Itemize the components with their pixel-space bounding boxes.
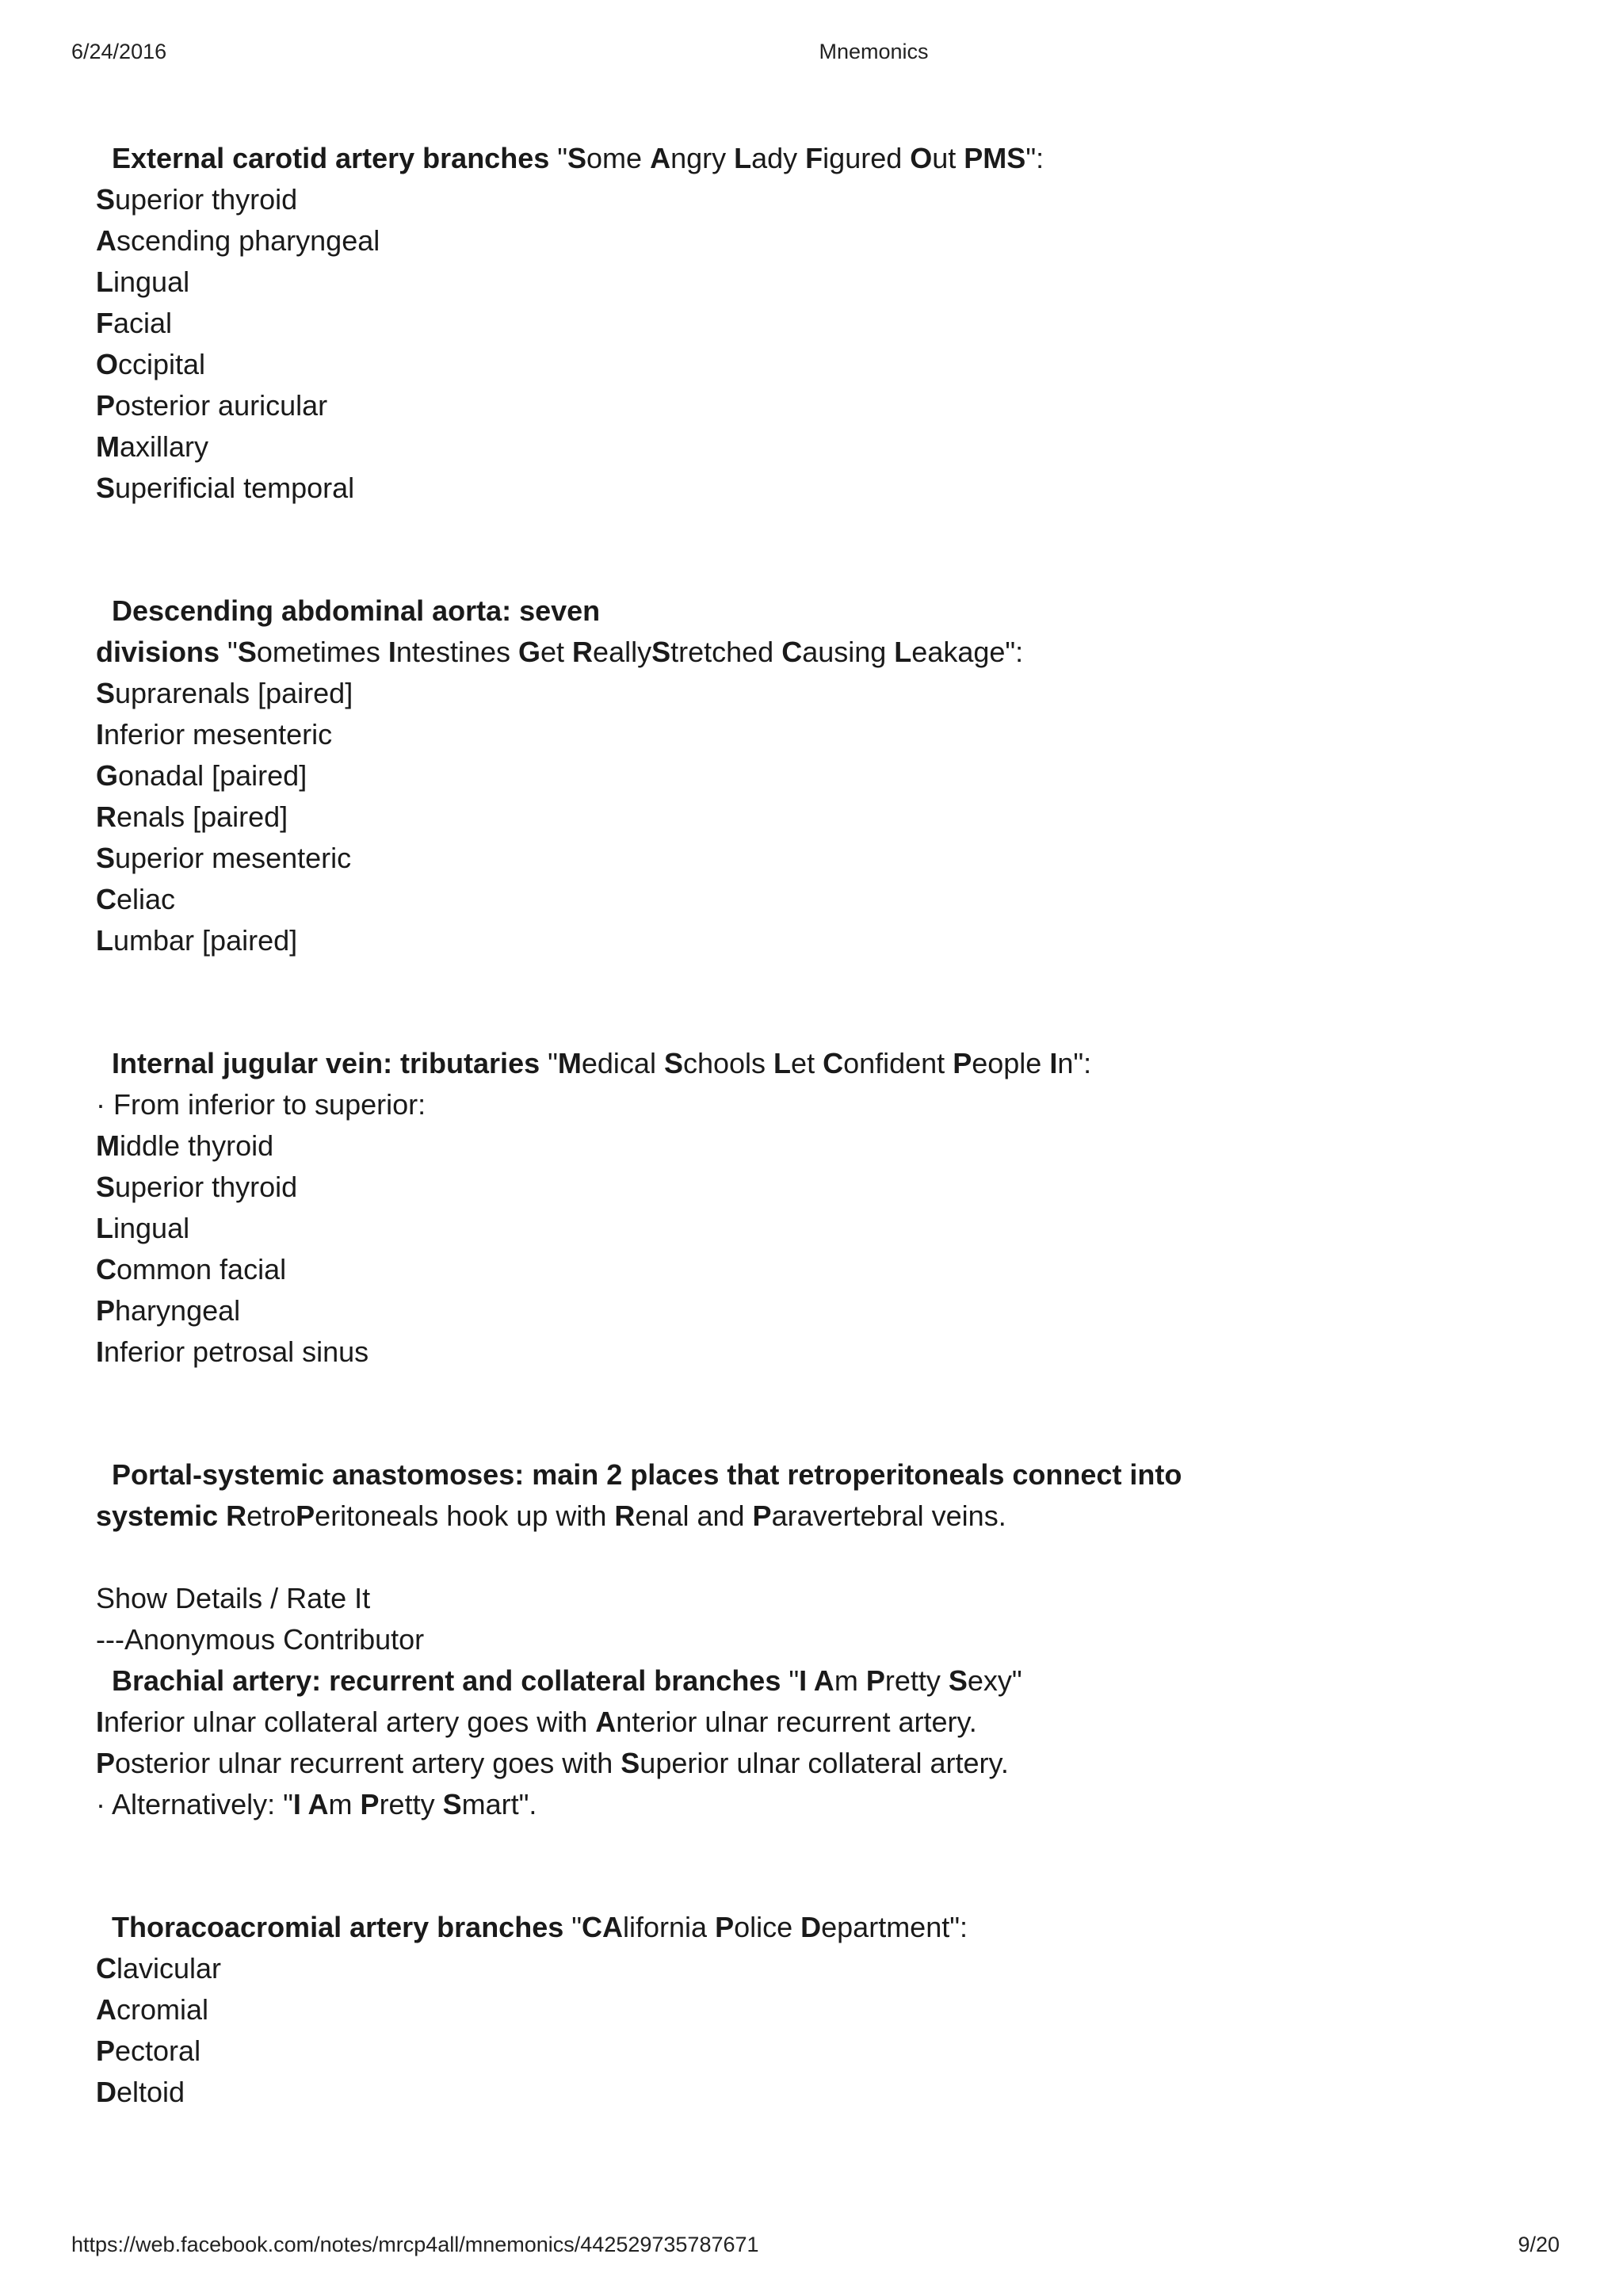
bold-segment: P (96, 389, 116, 422)
text-segment: chools (682, 1047, 774, 1079)
bold-segment: F (805, 142, 823, 174)
bold-segment: L (96, 924, 113, 957)
text-line (96, 182, 297, 217)
bold-segment: Portal-systemic anastomoses: main 2 places that retroperitoneals connect into (112, 1458, 1182, 1491)
text-segment: cromial (116, 1993, 209, 2026)
text-segment: et (540, 636, 573, 668)
text-line (96, 717, 332, 752)
bold-segment: C (781, 636, 803, 668)
text-segment: Show Details / Rate It (96, 1582, 371, 1614)
text-segment: osterior auricular (115, 389, 328, 422)
text-line (96, 471, 354, 506)
bold-segment: A (650, 142, 671, 174)
bold-segment: O (96, 348, 119, 380)
bold-segment: R (614, 1499, 636, 1532)
text-line (96, 923, 297, 958)
text-line (96, 800, 288, 835)
text-segment: ometimes (256, 636, 388, 668)
text-segment: ": (1025, 142, 1044, 174)
text-segment: onfident (843, 1047, 953, 1079)
text-line (96, 388, 327, 423)
text-line (96, 1581, 370, 1616)
bold-segment: systemic (96, 1499, 227, 1532)
bold-segment: S (96, 1171, 116, 1203)
bold-segment: A (595, 1706, 617, 1738)
bold-segment: R (96, 800, 116, 833)
bold-segment: External carotid artery branches (112, 142, 550, 174)
bold-segment: I A (292, 1788, 329, 1820)
text-segment: ome (586, 142, 651, 174)
text-line (96, 1992, 208, 2027)
bold-segment: M (96, 1129, 120, 1162)
text-segment: etro (246, 1499, 296, 1532)
bold-segment: I (96, 718, 105, 751)
bold-segment: A (96, 224, 116, 257)
text-line (96, 1129, 273, 1163)
text-segment: eakage": (911, 636, 1024, 668)
text-segment: ingual (113, 1212, 190, 1244)
text-segment: eople (972, 1047, 1050, 1079)
text-segment: nferior ulnar collateral artery goes with (104, 1706, 596, 1738)
text-segment: " (549, 142, 568, 174)
text-line (96, 1252, 286, 1287)
bold-segment: S (96, 183, 116, 216)
text-line (96, 1211, 189, 1246)
text-line (96, 1087, 426, 1122)
text-segment: eliac (116, 883, 176, 915)
bold-segment: L (96, 1212, 113, 1244)
mnemonic-heading-line (112, 594, 600, 628)
text-segment: iddle thyroid (120, 1129, 274, 1162)
text-segment: olice (734, 1911, 801, 1943)
bold-segment: P (96, 2034, 116, 2067)
mnemonic-heading-line (112, 1910, 968, 1945)
text-segment: mart". (461, 1788, 537, 1820)
page-number: 9/20 (1518, 2233, 1560, 2256)
text-segment: " (540, 1047, 558, 1079)
text-segment: uperior mesenteric (115, 842, 352, 874)
bold-segment: S (96, 842, 116, 874)
bold-segment: S (567, 142, 587, 174)
text-line (96, 2075, 185, 2110)
text-segment: · From inferior to superior: (96, 1088, 426, 1121)
text-segment: eally (593, 636, 652, 668)
text-segment: nferior mesenteric (104, 718, 333, 751)
bold-segment: I (96, 1335, 105, 1368)
text-line (96, 1951, 221, 1986)
bold-segment: PMS (964, 142, 1026, 174)
text-segment: acial (113, 307, 173, 339)
header-date: 6/24/2016 (71, 40, 167, 63)
text-segment: " (563, 1911, 582, 1943)
text-segment: onadal [paired] (118, 759, 307, 792)
text-segment: ---Anonymous Contributor (96, 1623, 425, 1656)
text-line (96, 1335, 369, 1370)
bold-segment: S (237, 636, 257, 668)
mnemonic-heading-line (112, 1664, 1022, 1698)
text-segment: eltoid (116, 2076, 185, 2108)
text-segment: enals [paired] (116, 800, 288, 833)
bold-segment: R (226, 1499, 247, 1532)
bold-segment: I A (799, 1664, 834, 1697)
text-segment: retty (884, 1664, 949, 1697)
text-segment: ingual (113, 266, 190, 298)
text-line (96, 223, 380, 258)
text-segment: n": (1057, 1047, 1092, 1079)
text-segment: m (834, 1664, 866, 1697)
bold-segment: L (96, 266, 113, 298)
text-segment: axillary (120, 430, 209, 463)
bold-segment: F (96, 307, 113, 339)
bold-segment: S (621, 1747, 640, 1779)
bold-segment: I (1049, 1047, 1058, 1079)
bold-segment: L (734, 142, 752, 174)
mnemonic-heading-line (112, 1046, 1091, 1081)
text-segment: ccipital (118, 348, 206, 380)
text-segment: uprarenals [paired] (115, 677, 353, 709)
text-segment: uperior thyroid (115, 183, 298, 216)
bold-segment: S (651, 636, 671, 668)
text-segment: haryngeal (115, 1294, 241, 1327)
text-line (96, 1293, 240, 1328)
bold-segment: C (96, 883, 116, 915)
bold-segment: P (953, 1047, 972, 1079)
bold-segment: C (823, 1047, 844, 1079)
text-segment: ady (751, 142, 806, 174)
bold-segment: P (360, 1788, 380, 1820)
text-line (96, 882, 175, 917)
text-line (96, 1499, 1006, 1534)
bold-segment: A (96, 1993, 116, 2026)
text-line (96, 1746, 1009, 1781)
bold-segment: C (96, 1253, 116, 1286)
text-segment: osterior ulnar recurrent artery goes with (115, 1747, 621, 1779)
bold-segment: D (96, 2076, 116, 2108)
bold-segment: I (388, 636, 396, 668)
bold-segment: S (663, 1047, 683, 1079)
text-line (96, 1622, 424, 1657)
text-segment: igured (823, 142, 911, 174)
text-segment: ntestines (395, 636, 518, 668)
bold-segment: P (296, 1499, 315, 1532)
bold-segment: I (96, 1706, 105, 1738)
bold-segment: Descending abdominal aorta: seven (112, 594, 601, 627)
text-segment: nterior ulnar recurrent artery. (616, 1706, 977, 1738)
bold-segment: Thoracoacromial artery branches (112, 1911, 564, 1943)
bold-segment: P (96, 1747, 116, 1779)
bold-segment: P (865, 1664, 885, 1697)
mnemonic-heading-line (112, 141, 1044, 176)
text-line (96, 347, 205, 382)
text-segment: uperior ulnar collateral artery. (640, 1747, 1009, 1779)
text-segment: ut (932, 142, 964, 174)
text-line (96, 306, 172, 341)
text-segment: ausing (802, 636, 895, 668)
text-segment: enal and (635, 1499, 753, 1532)
bold-segment: CA (582, 1911, 624, 1943)
text-line (96, 1705, 977, 1740)
text-segment: " (781, 1664, 800, 1697)
text-segment: epartment": (821, 1911, 968, 1943)
text-segment: m (328, 1788, 361, 1820)
text-segment: ngry (670, 142, 735, 174)
bold-segment: P (715, 1911, 735, 1943)
text-segment: lifornia (623, 1911, 716, 1943)
bold-segment: Brachial artery: recurrent and collateral branches (112, 1664, 781, 1697)
text-segment: et (791, 1047, 823, 1079)
text-segment: nferior petrosal sinus (104, 1335, 369, 1368)
bold-segment: G (518, 636, 541, 668)
text-segment: uperificial temporal (115, 472, 355, 504)
bold-segment: P (752, 1499, 772, 1532)
text-segment: ommon facial (116, 1253, 287, 1286)
bold-segment: C (96, 1952, 116, 1985)
bold-segment: P (96, 1294, 116, 1327)
text-segment: exy" (967, 1664, 1022, 1697)
text-line (96, 265, 189, 300)
text-line (96, 1787, 537, 1822)
text-segment: lavicular (116, 1952, 222, 1985)
bold-segment: S (96, 472, 116, 504)
bold-segment: M (96, 430, 120, 463)
bold-segment: divisions (96, 636, 220, 668)
text-line (96, 2034, 200, 2069)
bold-segment: G (96, 759, 119, 792)
text-line (96, 430, 208, 464)
text-segment: scending pharyngeal (116, 224, 380, 257)
text-line (96, 841, 351, 876)
text-segment: retty (379, 1788, 443, 1820)
text-line (96, 635, 1023, 670)
text-segment: · Alternatively: " (96, 1788, 293, 1820)
bold-segment: S (948, 1664, 968, 1697)
text-line (96, 758, 307, 793)
text-segment: uperior thyroid (115, 1171, 298, 1203)
bold-segment: L (894, 636, 912, 668)
text-segment: edical (581, 1047, 664, 1079)
bold-segment: O (910, 142, 933, 174)
text-segment: " (220, 636, 238, 668)
bold-segment: R (572, 636, 594, 668)
header-title: Mnemonics (819, 40, 929, 63)
text-line (96, 1170, 297, 1205)
mnemonic-heading-line (112, 1457, 1182, 1492)
bold-segment: Internal jugular vein: tributaries (112, 1047, 540, 1079)
text-segment: umbar [paired] (113, 924, 298, 957)
text-segment: aravertebral veins. (771, 1499, 1006, 1532)
bold-segment: S (96, 677, 116, 709)
text-line (96, 676, 353, 711)
bold-segment: S (442, 1788, 462, 1820)
footer-url: https://web.facebook.com/notes/mrcp4all/mnemonics/442529735787671 (71, 2233, 759, 2256)
text-segment: eritoneals hook up with (315, 1499, 615, 1532)
bold-segment: D (800, 1911, 822, 1943)
text-segment: ectoral (115, 2034, 201, 2067)
text-segment: tretched (670, 636, 782, 668)
bold-segment: L (773, 1047, 792, 1079)
bold-segment: M (557, 1047, 582, 1079)
